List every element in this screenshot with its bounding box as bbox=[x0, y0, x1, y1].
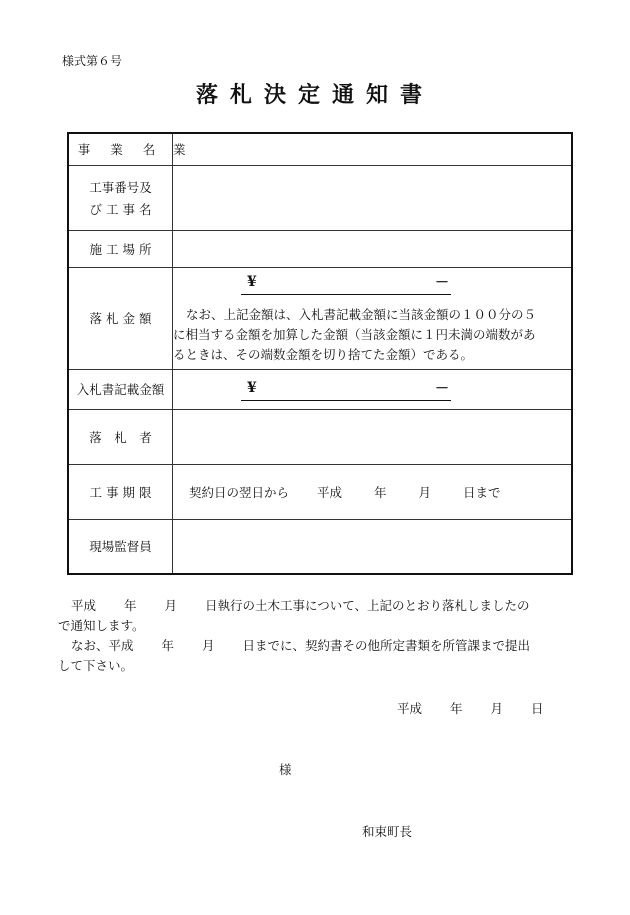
p1-rest: 日執行の土木工事について、上記のとおり落札しましたの bbox=[205, 598, 530, 613]
note-line-1: なお、上記金額は、入札書記載金額に当該金額の１００分の５ bbox=[186, 306, 537, 322]
bid-amount-cell bbox=[173, 267, 573, 369]
winner-label: 落 札 者 bbox=[68, 409, 173, 464]
period-month: 月 bbox=[418, 484, 432, 500]
document-title: 落札決定通知書 bbox=[195, 82, 434, 108]
p1-year: 年 bbox=[124, 598, 137, 613]
project-name-label: 事 業 名 bbox=[68, 133, 173, 165]
date-era: 平成 bbox=[397, 701, 423, 716]
bid-amount-note bbox=[173, 305, 571, 365]
tender-amount-line bbox=[241, 378, 451, 401]
note-line-2: に相当する金額を加算した金額（当該金額に１円未満の端数があ bbox=[173, 326, 536, 342]
work-number-label-line2: び 工 事 名 bbox=[89, 201, 152, 217]
supervisor-label: 現場監督員 bbox=[68, 519, 173, 574]
yen-symbol: ¥ bbox=[247, 273, 257, 290]
notice-paragraph-1 bbox=[58, 596, 578, 616]
notice-paragraph-2 bbox=[58, 636, 578, 656]
site-value bbox=[173, 230, 573, 267]
notice-paragraph-2-line-2: して下さい。 bbox=[58, 658, 134, 673]
issue-date bbox=[397, 699, 544, 717]
period-year: 年 bbox=[374, 484, 387, 500]
bid-amount-label: 落 札 金 額 bbox=[68, 267, 173, 369]
yen-symbol: ¥ bbox=[247, 379, 257, 396]
supervisor-value bbox=[173, 519, 573, 574]
notice-paragraph-1-line-2: で通知します。 bbox=[58, 618, 145, 633]
winner-value bbox=[173, 409, 573, 464]
row-tender-amount bbox=[68, 369, 572, 409]
period-era: 平成 bbox=[317, 484, 343, 500]
work-number-value bbox=[173, 165, 573, 230]
period-value bbox=[173, 464, 573, 519]
p2-month: 月 bbox=[202, 638, 215, 653]
period-until: 日まで bbox=[463, 484, 501, 500]
site-label: 施 工 場 所 bbox=[68, 230, 173, 267]
date-year: 年 bbox=[450, 701, 463, 716]
p2-start: なお、平成 bbox=[71, 638, 134, 653]
p1-month: 月 bbox=[164, 598, 178, 613]
tender-amount-cell bbox=[173, 369, 573, 409]
row-work-number bbox=[68, 165, 572, 230]
date-month: 月 bbox=[490, 701, 504, 716]
addressee-suffix: 様 bbox=[279, 762, 292, 777]
row-bid-amount bbox=[68, 267, 572, 369]
issuer-name: 和束町長 bbox=[362, 824, 413, 839]
row-period bbox=[68, 464, 572, 519]
date-day: 日 bbox=[531, 701, 544, 716]
tender-amount-label: 入札書記載金額 bbox=[68, 369, 173, 409]
period-from: 契約日の翌日から bbox=[189, 484, 290, 500]
row-winner bbox=[68, 409, 572, 464]
note-line-3: るときは、その端数金額を切り捨てた金額）である。 bbox=[173, 346, 474, 362]
award-details-table bbox=[67, 132, 573, 575]
bid-amount-line bbox=[241, 272, 451, 295]
amount-dash: － bbox=[435, 274, 449, 291]
p2-year: 年 bbox=[161, 638, 175, 653]
row-site bbox=[68, 230, 572, 267]
amount-dash: － bbox=[435, 380, 449, 397]
row-supervisor bbox=[68, 519, 572, 574]
period-label: 工 事 期 限 bbox=[68, 464, 173, 519]
p1-era: 平成 bbox=[71, 598, 97, 613]
row-project-name bbox=[68, 133, 572, 165]
p2-rest: 日までに、契約書その他所定書類を所管課まで提出 bbox=[242, 638, 531, 653]
work-number-label bbox=[68, 165, 173, 230]
form-number: 様式第６号 bbox=[62, 54, 123, 68]
work-number-label-line1: 工事番号及 bbox=[89, 179, 152, 195]
project-name-value: 業 bbox=[173, 133, 573, 165]
notice-body bbox=[58, 596, 578, 676]
